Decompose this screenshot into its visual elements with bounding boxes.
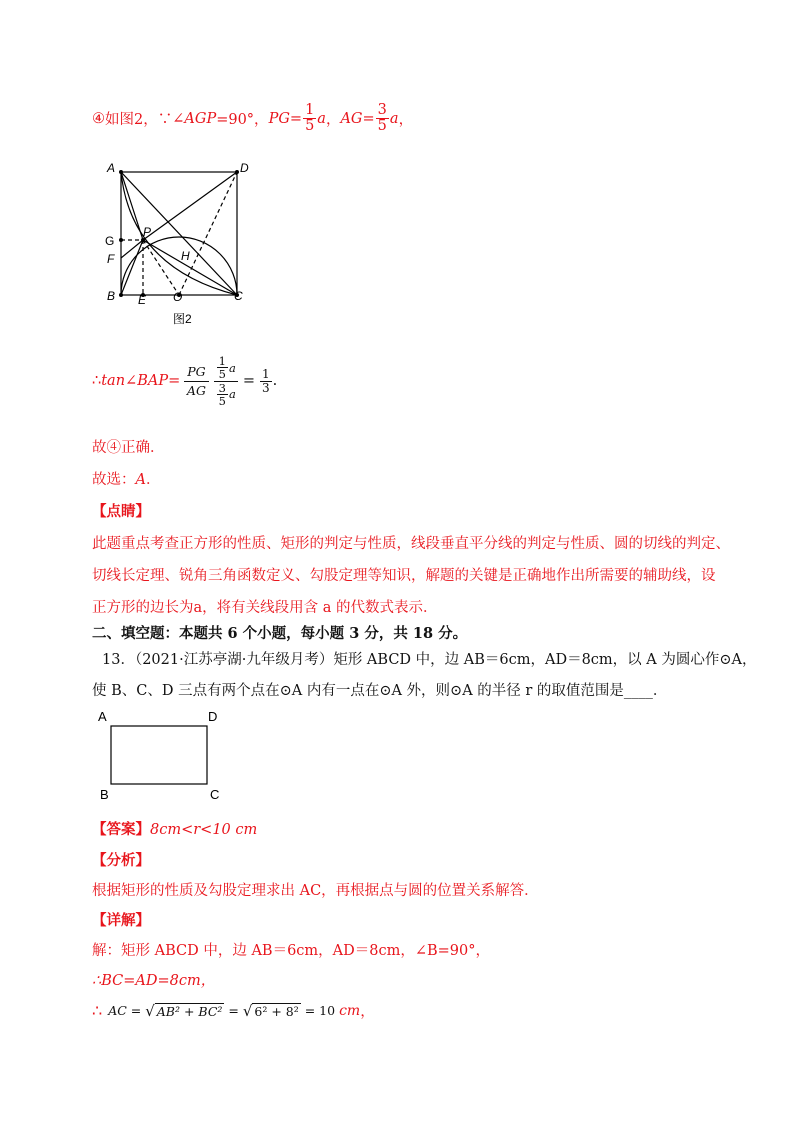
ac-eq-3: = 10 (300, 1003, 340, 1018)
sqrt-content-1: AB² + BC² (156, 1003, 223, 1019)
label-e: E (138, 293, 147, 307)
label-b: B (107, 289, 116, 303)
circled-number: ④ (92, 110, 105, 127)
result-fraction (260, 368, 272, 394)
rectangle-figure (96, 708, 232, 804)
ac-eq-1: = (126, 1003, 146, 1018)
rect-label-c: C (210, 787, 220, 802)
ag-fraction-den: 5 (377, 118, 387, 135)
dianjing-line-3: 正方形的边长为a，将有关线段用含 a 的代数式表示． (92, 600, 438, 616)
tan-bap: tan∠BAP (101, 373, 169, 389)
line-pd (143, 172, 237, 240)
sqrt-sign-2: √ (242, 1001, 253, 1020)
tan-period: . (272, 373, 278, 389)
result-num: 1 (261, 366, 270, 381)
detail-label: 【详解】 (92, 912, 150, 929)
eq-sign: = (289, 110, 303, 127)
rect-label-b: B (100, 787, 109, 802)
compound-num-frac (217, 355, 228, 380)
pg-label: PG (268, 110, 290, 127)
label-c: C (234, 289, 243, 303)
conclusion-1: 故④正确． (92, 440, 165, 456)
analysis-label: 【分析】 (92, 852, 150, 869)
figure-caption: 图2 (173, 312, 192, 326)
label-h: H (181, 249, 190, 263)
line-pc (143, 240, 237, 295)
label-g: G (105, 234, 115, 248)
conclusion-2 (92, 468, 160, 489)
sqrt-sign-1: √ (145, 1001, 155, 1020)
compound-den-frac (217, 382, 228, 407)
rect-label-d: D (208, 709, 218, 724)
rectangle-abcd (111, 726, 207, 784)
pg-fraction (303, 103, 316, 134)
step4-prefix: 如图2，∵ (105, 112, 173, 129)
q13-line-1: 13．（2021·江苏亭湖·九年级月考）矩形 ABCD 中，边 AB＝6cm，AD＝8cm，以 A 为圆心作⊙A， (102, 652, 757, 668)
label-a: A (107, 161, 116, 175)
step4-line (92, 103, 413, 134)
label-d: D (240, 161, 249, 175)
q13-line-2: 使 B、C、D 三点有两个点在⊙A 内有一点在⊙A 外，则⊙A 的半径 r 的取值范围是____． (92, 683, 668, 699)
inner-num-num: 1 (218, 354, 226, 369)
result-den: 3 (261, 380, 270, 395)
eq-sign-2: = (362, 110, 375, 127)
label-p: P (143, 225, 152, 239)
comma: ， (325, 112, 341, 129)
ag-fraction (376, 103, 389, 134)
tan-formula (92, 346, 277, 416)
section-header: 二、填空题：本题共 6 个小题，每小题 3 分，共 18 分。 (92, 625, 468, 642)
ac-eq-2: = (224, 1003, 243, 1018)
figure-2 (95, 158, 265, 333)
dianjing-line-2: 切线长定理、锐角三角函数定义、勾股定理等知识，解题的关键是正确地作出所需要的辅助线，设 (92, 568, 716, 584)
conclusion-2-prefix: 故选： (92, 472, 136, 488)
answer-label: 【答案】 (92, 821, 150, 838)
detail-line-2: ∴BC=AD=8cm， (92, 973, 216, 989)
compound-den (214, 382, 238, 407)
inner-den-a: a (228, 387, 236, 402)
rect-label-a: A (98, 709, 107, 724)
pg-fraction-num: 1 (305, 102, 315, 118)
inner-num-den: 5 (218, 367, 226, 382)
end-comma-2: ， (360, 1004, 375, 1020)
inner-num-a: a (228, 360, 236, 375)
analysis-text: 根据矩形的性质及勾股定理求出 AC，再根据点与圆的位置关系解答． (92, 883, 539, 899)
var-a-2: a (389, 110, 399, 127)
eq90: =90°， (216, 112, 269, 129)
inner-den-num: 3 (218, 380, 226, 395)
tan-eq: = (168, 373, 181, 389)
detail-line-1: 解：矩形 ABCD 中，边 AB＝6cm，AD＝8cm，∠B=90°， (92, 943, 491, 959)
answer-value: 8cm<r<10 cm (150, 822, 258, 838)
conclusion-2-period: ． (145, 472, 161, 488)
semicircle (121, 237, 237, 295)
dianjing-label: 【点睛】 (92, 503, 150, 520)
pg-over-ag-den: AG (186, 382, 206, 398)
tan-eq-2: = (242, 373, 255, 389)
therefore-symbol: ∴ (92, 373, 102, 389)
angle-agp: ∠AGP (172, 110, 217, 127)
pg-over-ag-num: PG (184, 365, 208, 381)
dianjing-line-1: 此题重点考查正方形的性质、矩形的判定与性质，线段垂直平分线的判定与性质、圆的切线的判定、 (92, 536, 730, 552)
detail-line-3 (92, 1000, 375, 1021)
var-a: a (317, 110, 326, 127)
compound-fraction (214, 355, 238, 406)
conclusion-2-choice: A (135, 472, 146, 488)
answer-line (92, 818, 257, 839)
ac-label: AC (108, 1003, 127, 1018)
ag-fraction-num: 3 (377, 102, 387, 118)
sqrt-content-2: 6² + 8² (254, 1003, 299, 1019)
pg-over-ag (184, 365, 208, 396)
therefore-symbol-2: ∴ (92, 1001, 103, 1020)
pg-fraction-den: 5 (305, 118, 315, 135)
compound-num (214, 355, 238, 381)
line-ac (121, 172, 237, 295)
label-f: F (107, 252, 115, 266)
label-o: O (173, 290, 183, 304)
ag-label: AG (340, 110, 363, 127)
end-comma: ， (398, 112, 414, 129)
inner-den-den: 5 (218, 393, 226, 408)
unit-cm: cm (339, 1002, 361, 1019)
